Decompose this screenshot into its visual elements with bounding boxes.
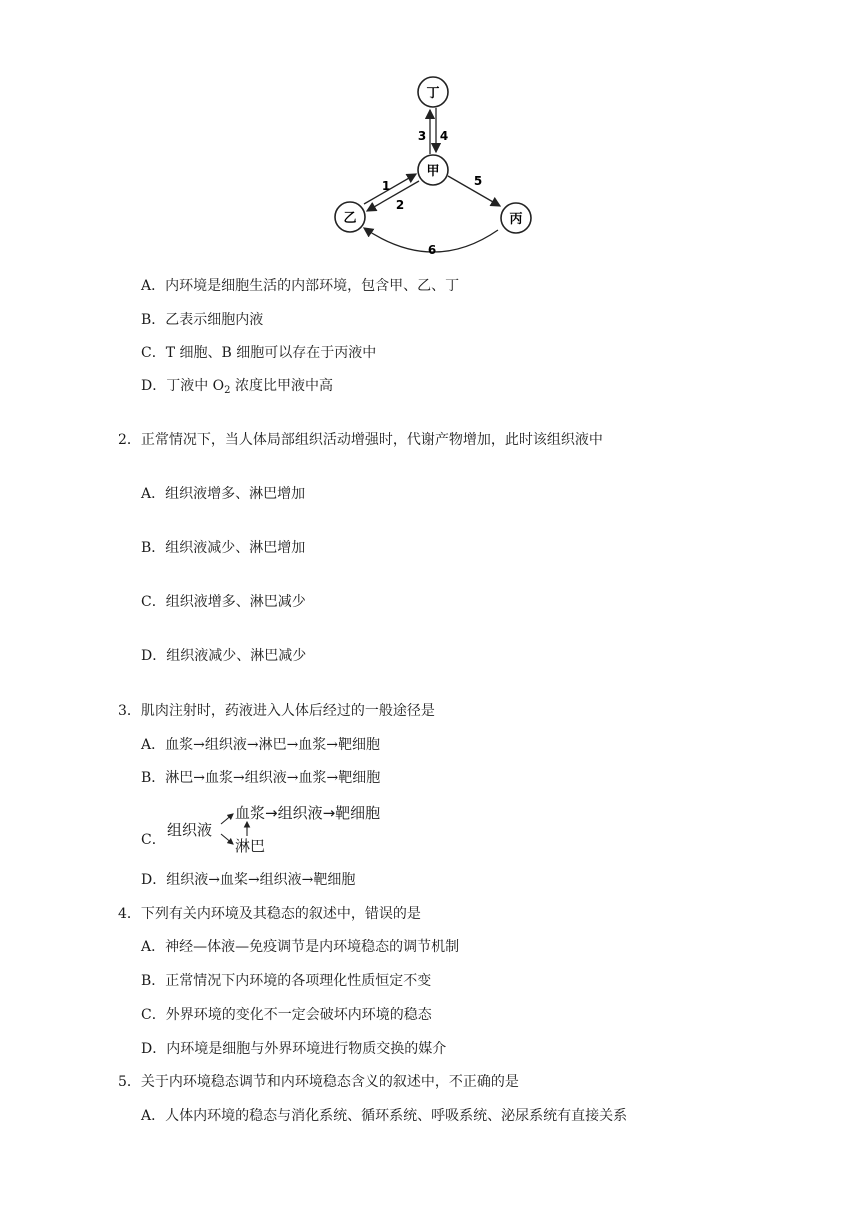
q1-option-a: A．内环境是细胞生活的内部环境，包含甲、乙、丁: [141, 278, 460, 294]
q3-option-d: D．组织液→血桨→组织液→靶细胞: [141, 872, 356, 888]
q5-stem: 5．关于内环境稳态调节和内环境稳态含义的叙述中，不正确的是: [118, 1074, 519, 1090]
q3-c-start: 组织液: [167, 821, 213, 839]
q1-option-c: C．T 细胞、B 细胞可以存在于丙液中: [141, 345, 377, 361]
fluid-relationship-diagram: [320, 70, 540, 265]
edge-label-1: 1: [381, 179, 391, 193]
o2-subscript: 2: [224, 385, 231, 396]
q3-stem: 3．肌肉注射时，药液进入人体后经过的一般途径是: [118, 703, 435, 719]
q1-option-d: [141, 377, 333, 395]
edge-label-4: 4: [439, 129, 449, 143]
edge-label-6: 6: [427, 243, 437, 257]
q4-option-d: D．内环境是细胞与外界环境进行物质交换的媒介: [141, 1041, 447, 1057]
edge-label-2: 2: [395, 198, 405, 212]
q2-stem: 2．正常情况下，当人体局部组织活动增强时，代谢产物增加，此时该组织液中: [118, 432, 603, 448]
q2-option-a: A．组织液增多、淋巴增加: [141, 486, 306, 502]
q4-stem: 4．下列有关内环境及其稳态的叙述中，错误的是: [118, 906, 421, 922]
edge-label-5: 5: [473, 174, 483, 188]
node-yi-label: 乙: [343, 211, 357, 226]
node-bing-label: 丙: [509, 212, 523, 227]
q3-c-arrows: [165, 802, 395, 856]
edge-label-3: 3: [417, 129, 427, 143]
q4-option-c: C．外界环境的变化不一定会破坏内环境的稳态: [141, 1007, 432, 1023]
q4-option-a: A．神经—体液—免疫调节是内环境稳态的调节机制: [141, 939, 460, 955]
q3-option-c-figure: [165, 802, 395, 856]
q3-option-c-label: C．: [141, 832, 166, 848]
node-ding-label: 丁: [426, 86, 440, 101]
q3-option-a: A．血浆→组织液→淋巴→血浆→靶细胞: [141, 737, 381, 753]
q2-option-c: C．组织液增多、淋巴减少: [141, 594, 306, 610]
node-jia-label: 甲: [426, 164, 440, 179]
arrow-2: [367, 181, 419, 211]
q3-option-b: B．淋巴→血浆→组织液→血浆→靶细胞: [141, 770, 381, 786]
q2-option-b: B．组织液减少、淋巴增加: [141, 540, 306, 556]
q5-option-a: A．人体内环境的稳态与消化系统、循环系统、呼吸系统、泌尿系统有直接关系: [141, 1108, 628, 1124]
q1-option-d-rest: 浓度比甲液中高: [230, 378, 333, 394]
q4-option-b: B．正常情况下内环境的各项理化性质恒定不变: [141, 973, 432, 989]
q2-option-d: D．组织液减少、淋巴减少: [141, 648, 307, 664]
q1-option-d-text: D．丁液中 O: [141, 378, 225, 394]
q3-c-bottom: 淋巴: [235, 837, 266, 855]
q1-option-b: B．乙表示细胞内液: [141, 312, 264, 328]
q3-c-top: 血浆→组织液→靶细胞: [235, 804, 381, 822]
